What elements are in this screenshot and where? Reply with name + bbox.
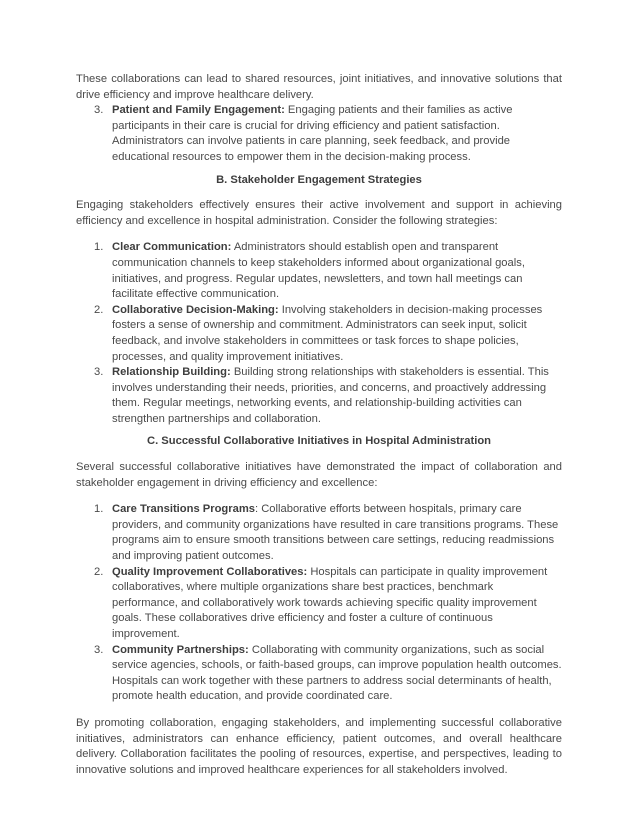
list-number: 3. (94, 643, 104, 656)
list-item (76, 502, 562, 564)
list-item-title: Community Partnerships: (112, 643, 249, 656)
list-item-text: Hospitals can participate in quality improvement collaboratives, where multiple organizations share best practices, benchmark performance, and collaboratively work towards achieving specific quality improvement goals. These collaboratives drive efficiency and foster a culture of continuous improvement. (112, 565, 548, 640)
list-item (76, 643, 562, 705)
list-number: 3. (94, 366, 104, 379)
section-c-list (76, 502, 562, 705)
section-heading-b: B. Stakeholder Engagement Strategies (216, 173, 422, 186)
page-content (76, 72, 562, 778)
list-item-title: Collaborative Decision-Making: (112, 303, 279, 316)
list-item-text: Administrators should establish open and transparent communication channels to keep stakeholders informed about organizational goals, initiatives, and progress. Regular updates, newsletters, and town hall meetings can facilitate effective communication. (112, 241, 525, 301)
list-item-title: Clear Communication: (112, 241, 232, 254)
intro-continuation: These collaborations can lead to shared resources, joint initiatives, and innovative solutions that drive efficiency and improve healthcare delivery. (76, 73, 562, 101)
list-item (76, 103, 562, 165)
list-item-text: Engaging patients and their families as active participants in their care is crucial for driving efficiency and patient satisfaction. Administrators can involve patients in care planning, seek feedback, and provide educational resources to empower them in the decision-making process. (112, 104, 513, 163)
list-item-title: Quality Improvement Collaboratives: (112, 565, 308, 578)
list-item (76, 565, 562, 643)
list-continued (76, 103, 562, 165)
list-number: 1. (94, 241, 104, 254)
list-number: 2. (94, 565, 104, 578)
list-item-title: Patient and Family Engagement: (112, 104, 285, 117)
section-b-list (76, 240, 562, 427)
conclusion-paragraph: By promoting collaboration, engaging stakeholders, and implementing successful collaborative initiatives, administrators can enhance efficiency, patient outcomes, and overall healthcare delivery. Collaboration facilitates the pooling of resources, expertise, and perspectives, leading to innovative solutions and improved healthcare experiences for all stakeholders involved. (76, 716, 562, 776)
list-item-text: Collaborating with community organizations, such as social service agencies, schools, or faith-based groups, can improve population health outcomes. Hospitals can work together with these partners to address social determinants of health, promote health education, and provide coordinated care. (112, 643, 562, 703)
section-c-intro: Several successful collaborative initiatives have demonstrated the impact of collaboration and stakeholder engagement in driving efficiency and excellence: (76, 461, 562, 489)
list-item-text: Involving stakeholders in decision-making processes fosters a sense of ownership and commitment. Administrators can seek input, solicit feedback, and involve stakeholders in committees or task forces to shape policies, processes, and quality improvement initiatives. (112, 303, 543, 363)
list-item-text: : Collaborative efforts between hospitals, primary care providers, and community organizations have resulted in care transitions programs. These programs aim to ensure smooth transitions between care settings, reducing readmissions and improving patient outcomes. (112, 503, 559, 563)
list-number: 1. (94, 503, 104, 516)
list-item-title: Care Transitions Programs (112, 503, 256, 516)
list-item (76, 240, 562, 302)
section-heading-c: C. Successful Collaborative Initiatives in Hospital Administration (147, 435, 491, 448)
list-item (76, 365, 562, 427)
list-item-text: Building strong relationships with stakeholders is essential. This involves understanding their needs, priorities, and concerns, and proactively addressing them. Regular meetings, networking events, and relationship-building activities can strengthen partnerships and collaboration. (112, 366, 549, 425)
list-number: 3. (94, 104, 104, 117)
section-b-intro: Engaging stakeholders effectively ensures their active involvement and support in achieving efficiency and excellence in hospital administration. Consider the following strategies: (76, 199, 562, 227)
list-item (76, 303, 562, 365)
list-item-title: Relationship Building: (112, 366, 231, 379)
list-number: 2. (94, 303, 104, 316)
